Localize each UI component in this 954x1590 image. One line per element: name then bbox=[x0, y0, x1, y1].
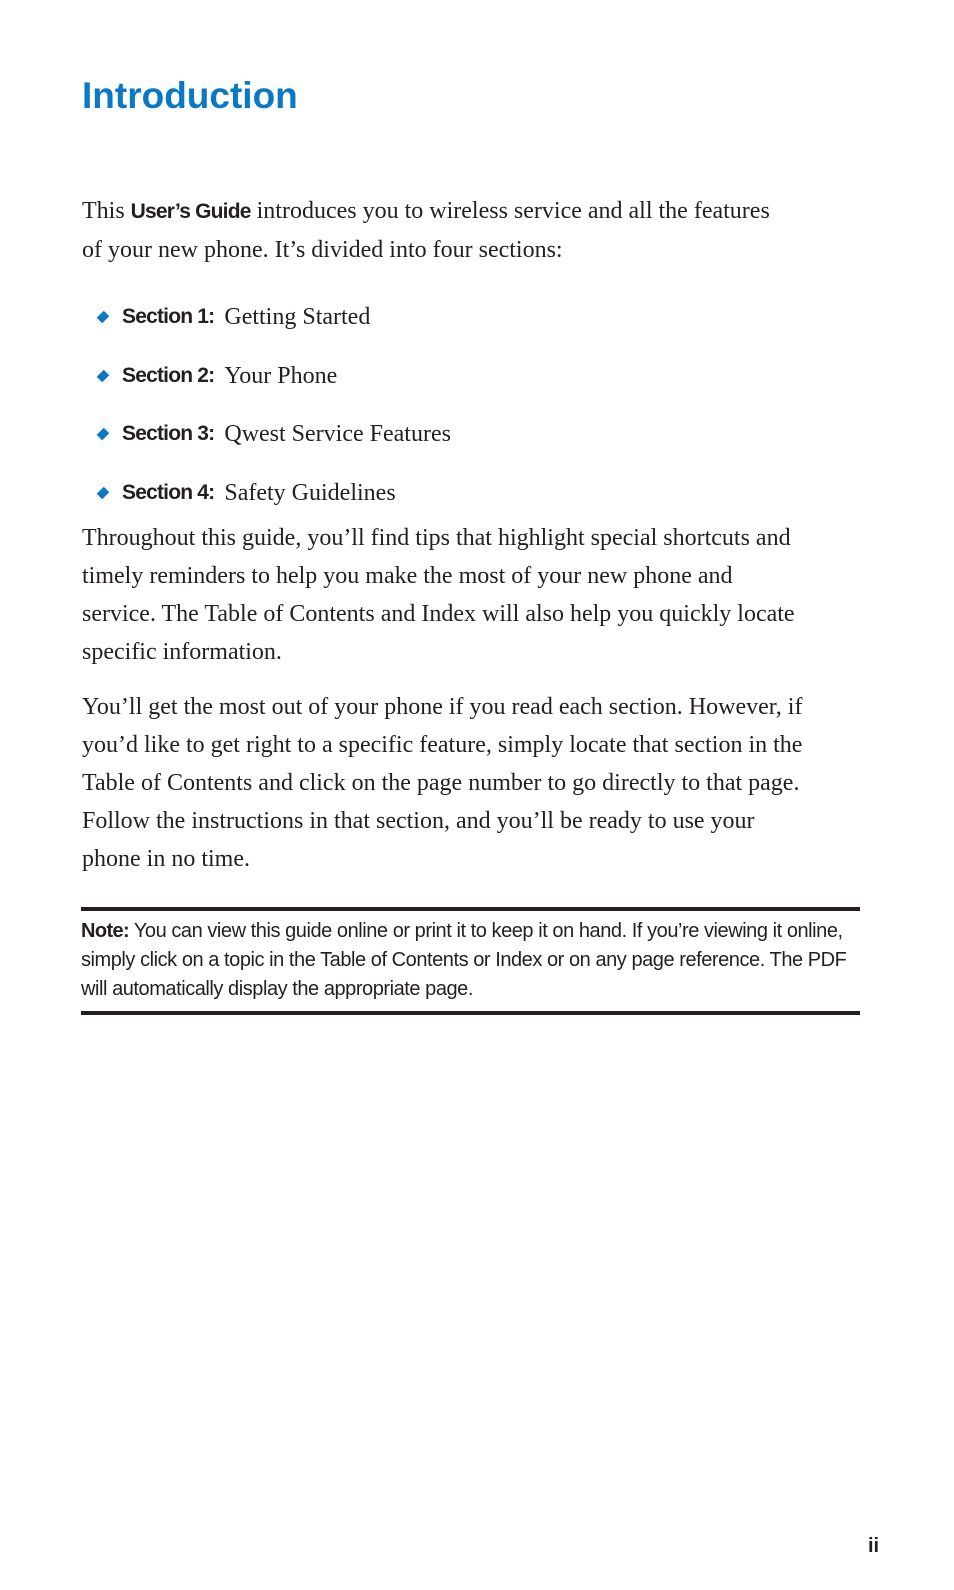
intro-suffix: introduces you to wireless service and all the features of your new phone. It’s divided into four sections: bbox=[82, 198, 770, 263]
diamond-bullet-icon bbox=[97, 311, 110, 324]
section-text: Safety Guidelines bbox=[224, 479, 396, 506]
section-label: Section 4: bbox=[122, 480, 215, 504]
section-text: Your Phone bbox=[224, 362, 338, 389]
tips-paragraph: Throughout this guide, you’ll find tips that highlight special shortcuts and timely reminders to help you make the most of your new phone and service. The Table of Contents and Index will also help you quickly locate specific information. bbox=[82, 525, 795, 665]
page-number: ii bbox=[868, 1535, 880, 1557]
guide-name: User’s Guide bbox=[130, 200, 251, 223]
intro-prefix: This bbox=[82, 198, 125, 224]
usage-paragraph: You’ll get the most out of your phone if you read each section. However, if you’d like to get right to a specific feature, simply locate that section in the Table of Contents and click on the page number to go directly to that page. Follow the instructions in that section, and you’ll be ready to use your phone in no time. bbox=[82, 694, 803, 872]
section-label: Section 2: bbox=[122, 363, 215, 387]
section-label: Section 3: bbox=[122, 422, 215, 446]
intro-paragraph bbox=[82, 192, 782, 269]
section-list bbox=[96, 288, 451, 522]
note-box bbox=[81, 907, 860, 1015]
diamond-bullet-icon bbox=[97, 428, 110, 441]
section-item-3 bbox=[96, 405, 451, 464]
section-label: Section 1: bbox=[122, 305, 215, 329]
page-title: Introduction bbox=[82, 75, 298, 116]
section-text: Getting Started bbox=[224, 304, 371, 331]
section-text: Qwest Service Features bbox=[224, 421, 451, 448]
note-text-block bbox=[81, 911, 860, 1004]
section-item-2 bbox=[96, 347, 451, 406]
diamond-bullet-icon bbox=[97, 369, 110, 382]
diamond-bullet-icon bbox=[97, 486, 110, 499]
section-item-4 bbox=[96, 464, 451, 523]
section-item-1 bbox=[96, 288, 451, 347]
note-label: Note: bbox=[81, 920, 130, 942]
note-body: You can view this guide online or print it to keep it on hand. If you’re viewing it online, simply click on a topic in the Table of Contents or Index or on any page reference. The PDF will automatically display the appropriate page. bbox=[81, 920, 847, 1000]
